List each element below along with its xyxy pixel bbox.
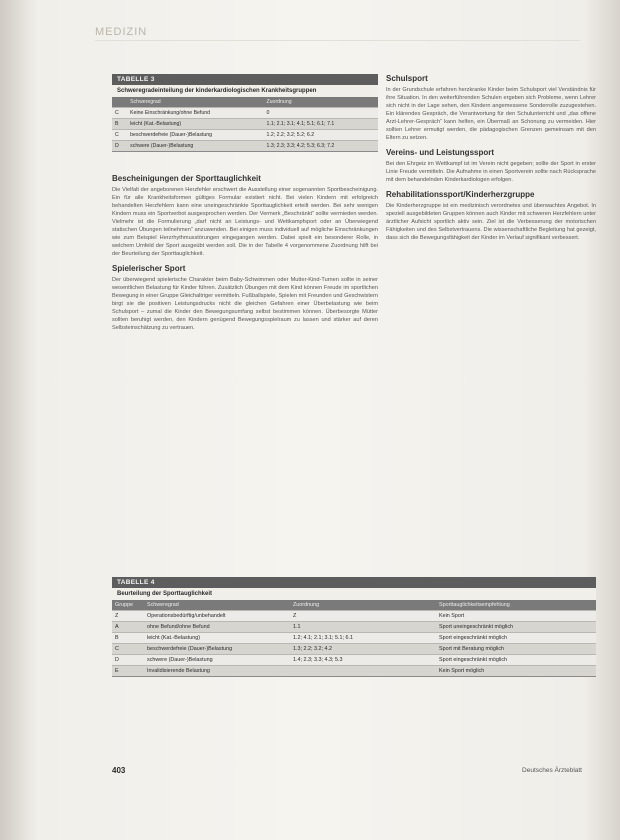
table-row (112, 108, 378, 119)
table-4-header: Zuordnung (290, 600, 436, 611)
table-cell: Z (112, 611, 144, 622)
table-cell: 1.1 (290, 622, 436, 633)
body-paragraph: Die Vielfalt der angeborenen Herzfehler erschwert die Ausstellung einer sogenannten Sportbescheinigung. Ein für alle Krankheitsformen gültiges Formular existiert nicht. Bei vielen Kindern mit erfolgreich behandelten Herzfehlern kann eine uneingeschränkte Sporttauglichkeit erteilt werden. Bei sehr wenigen Kindern muss ein Sportverbot ausgesprochen werden. Der Vermerk „Beschränkt“ sollte vermieden werden. Vielmehr ist die Formulierung „darf nicht an Leistungs- und Wettkampfsport oder an Überwiegend statischen Übungen teilnehmen“ anzuwenden. Bei einigen muss individuell auf mögliche Einschränkungen wie zum Beispiel Herzrhythmusstörungen eingegangen werden. Dabei spielt ein besonderer Rolle, in welchem Umfeld der Sport ausgeübt werden soll. Die in der Tabelle 4 vorgenommene Zuordnung hilft bei der Beurteilung der Sporttauglichkeit. (112, 187, 378, 257)
table-cell: B (112, 119, 127, 130)
table-4-label: TABELLE 4 (112, 577, 596, 588)
table-cell: 1.2; 2.2; 3.2; 5.2; 6.2 (264, 130, 379, 141)
right-column (386, 74, 596, 242)
table-3 (112, 74, 378, 152)
table-cell: C (112, 130, 127, 141)
table-cell: 1.3; 2.3; 3.3; 4.2; 5.3; 6.3; 7.2 (264, 141, 379, 152)
table-cell: B (112, 633, 144, 644)
section-header: MEDIZIN (95, 26, 148, 38)
table-4 (112, 577, 596, 677)
header-divider (95, 40, 580, 41)
table-cell: schwere (Dauer-)Belastung (144, 655, 290, 666)
table-cell: C (112, 644, 144, 655)
table-3-header (112, 97, 127, 108)
table-cell: E (112, 666, 144, 677)
table-cell: beschwerdefreie (Dauer-)Belastung (127, 130, 263, 141)
table-cell: 1.3; 2.2; 3.2; 4.2 (290, 644, 436, 655)
section-heading-spielerischer-sport: Spielerischer Sport (112, 264, 186, 273)
table-cell: Z (290, 611, 436, 622)
table-cell: schwere (Dauer-)Belastung (127, 141, 263, 152)
table-row (112, 130, 378, 141)
table-cell: Kein Sport (436, 611, 596, 622)
section-heading-sporttauglichkeit: Bescheinigungen der Sporttauglichkeit (112, 174, 261, 183)
table-cell: leicht (Kat.-Belastung) (127, 119, 263, 130)
table-cell: ohne Befund/ohne Befund (144, 622, 290, 633)
table-4-header: Gruppe (112, 600, 144, 611)
page-number: 403 (112, 766, 126, 775)
table-4-header: Sporttauglichkeitsempfehlung (436, 600, 596, 611)
body-paragraph: In der Grundschule erfahren herzkranke Kinder beim Schulsport viel Verständnis für ihre Situation. In den weiterführenden Schulen ergeben sich Probleme, wenn Lehrer sich nicht in der Lage sehen, den Kindern angemessene Sonderrolle zuzugestehen. Ein klärendes Gespräch, die Verantwortung für den Schulunterricht und „das offene Arzt-Lehrer-Gespräch“ kann helfen, ein Übermaß an Schonung zu vermeiden. Hier sollten Lehrer ermutigt werden, die pädagogischen Grenzen gemeinsam mit den Eltern zu setzen. (386, 87, 596, 141)
table-row (112, 633, 596, 644)
table-4-grid (112, 600, 596, 676)
table-4-caption: Beurteilung der Sporttauglichkeit (117, 591, 213, 597)
table-cell: D (112, 141, 127, 152)
table-row (112, 622, 596, 633)
table-cell: leicht (Kat.-Belastung) (144, 633, 290, 644)
table-row (112, 119, 378, 130)
table-cell: A (112, 622, 144, 633)
table-3-grid (112, 97, 378, 151)
table-3-header: Zuordnung (264, 97, 379, 108)
table-cell (290, 666, 436, 677)
table-cell: Sport eingeschränkt möglich (436, 655, 596, 666)
table-row (112, 666, 596, 677)
table-cell: Sport mit Beratung möglich (436, 644, 596, 655)
body-paragraph: Die Kinderherzgruppe ist ein medizinisch verordnetes und überwachtes Angebot. In speziell ausgebildeten Gruppen können auch Kinder mit schweren Herzfehlern unter ärztlicher Aufsicht sportlich aktiv sein. Ziel ist die Verbesserung der motorischen Fähigkeiten und des Selbstvertrauens. Die wissenschaftliche Begleitung hat gezeigt, dass sich die Bewegungsfähigkeit der Kinder im Verlauf signifikant verbessert. (386, 203, 596, 241)
table-cell: beschwerdefreie (Dauer-)Belastung (144, 644, 290, 655)
table-cell: 1.2; 4.1; 2.1; 3.1; 5.1; 6.1 (290, 633, 436, 644)
table-cell: Invalidisierende Belastung (144, 666, 290, 677)
table-cell: 1.4; 2.3; 3.3; 4.3; 5.3 (290, 655, 436, 666)
table-3-caption: Schweregradeinteilung der kinderkardiologischen Krankheitsgruppen (117, 88, 317, 94)
table-row (112, 644, 596, 655)
table-cell: Kein Sport möglich (436, 666, 596, 677)
table-cell: Sport eingeschränkt möglich (436, 633, 596, 644)
table-cell: D (112, 655, 144, 666)
table-row (112, 611, 596, 622)
table-cell: Operationsbedürftig/unbehandelt (144, 611, 290, 622)
section-heading-vereinssport: Vereins- und Leistungssport (386, 148, 495, 157)
table-3-header: Schweregrad (127, 97, 263, 108)
journal-name: Deutsches Ärzteblatt (522, 767, 582, 774)
body-paragraph: Bei den Ehrgeiz im Wettkampf ist im Verein nicht gegeben; sollte der Sport in erster Linie Freude vermitteln. Die Aufnahme in einen Sportverein sollte nach Rücksprache mit dem behandelnden Kinderkardiologen erfolgen. (386, 161, 596, 183)
table-3-label: TABELLE 3 (112, 74, 378, 85)
body-paragraph: Der überwiegend spielerische Charakter beim Baby-Schwimmen oder Mutter-Kind-Turnen sollte in seiner wesentlichen Belastung für Kinder führen. Zusätzlich Übungen mit dem Kind können Freude im sportlichen Bewegung in einer Gruppe Gleichaltriger vermitteln. Fußballspiele, Spielen mit Freunden und Geschwistern birgt sie die positiven Leistungsdrucks nicht die gleichen Gefahren einer Überbelastung wie beim Schulsport – zumal die Kinder den Bewegungsumfang selbst bestimmen können. Überbesorgte Mütter sollten beruhigt werden, den Kindern genügend Bewegungsspielraum zu lassen und stärker auf deren Selbsteinschätzung zu vertrauen. (112, 277, 378, 331)
section-heading-rehabilitationssport: Rehabilitationssport/Kinderherzgruppe (386, 190, 535, 199)
table-cell: Sport uneingeschränkt möglich (436, 622, 596, 633)
table-cell: C (112, 108, 127, 119)
section-heading-schulsport: Schulsport (386, 74, 428, 83)
table-cell: Keine Einschränkung/ohne Befund (127, 108, 263, 119)
table-cell: 1.1; 2.1; 3.1; 4.1; 5.1; 6.1; 7.1 (264, 119, 379, 130)
table-row (112, 141, 378, 152)
table-row (112, 655, 596, 666)
left-column (112, 74, 378, 332)
table-cell: 0 (264, 108, 379, 119)
table-4-header: Schweregrad (144, 600, 290, 611)
